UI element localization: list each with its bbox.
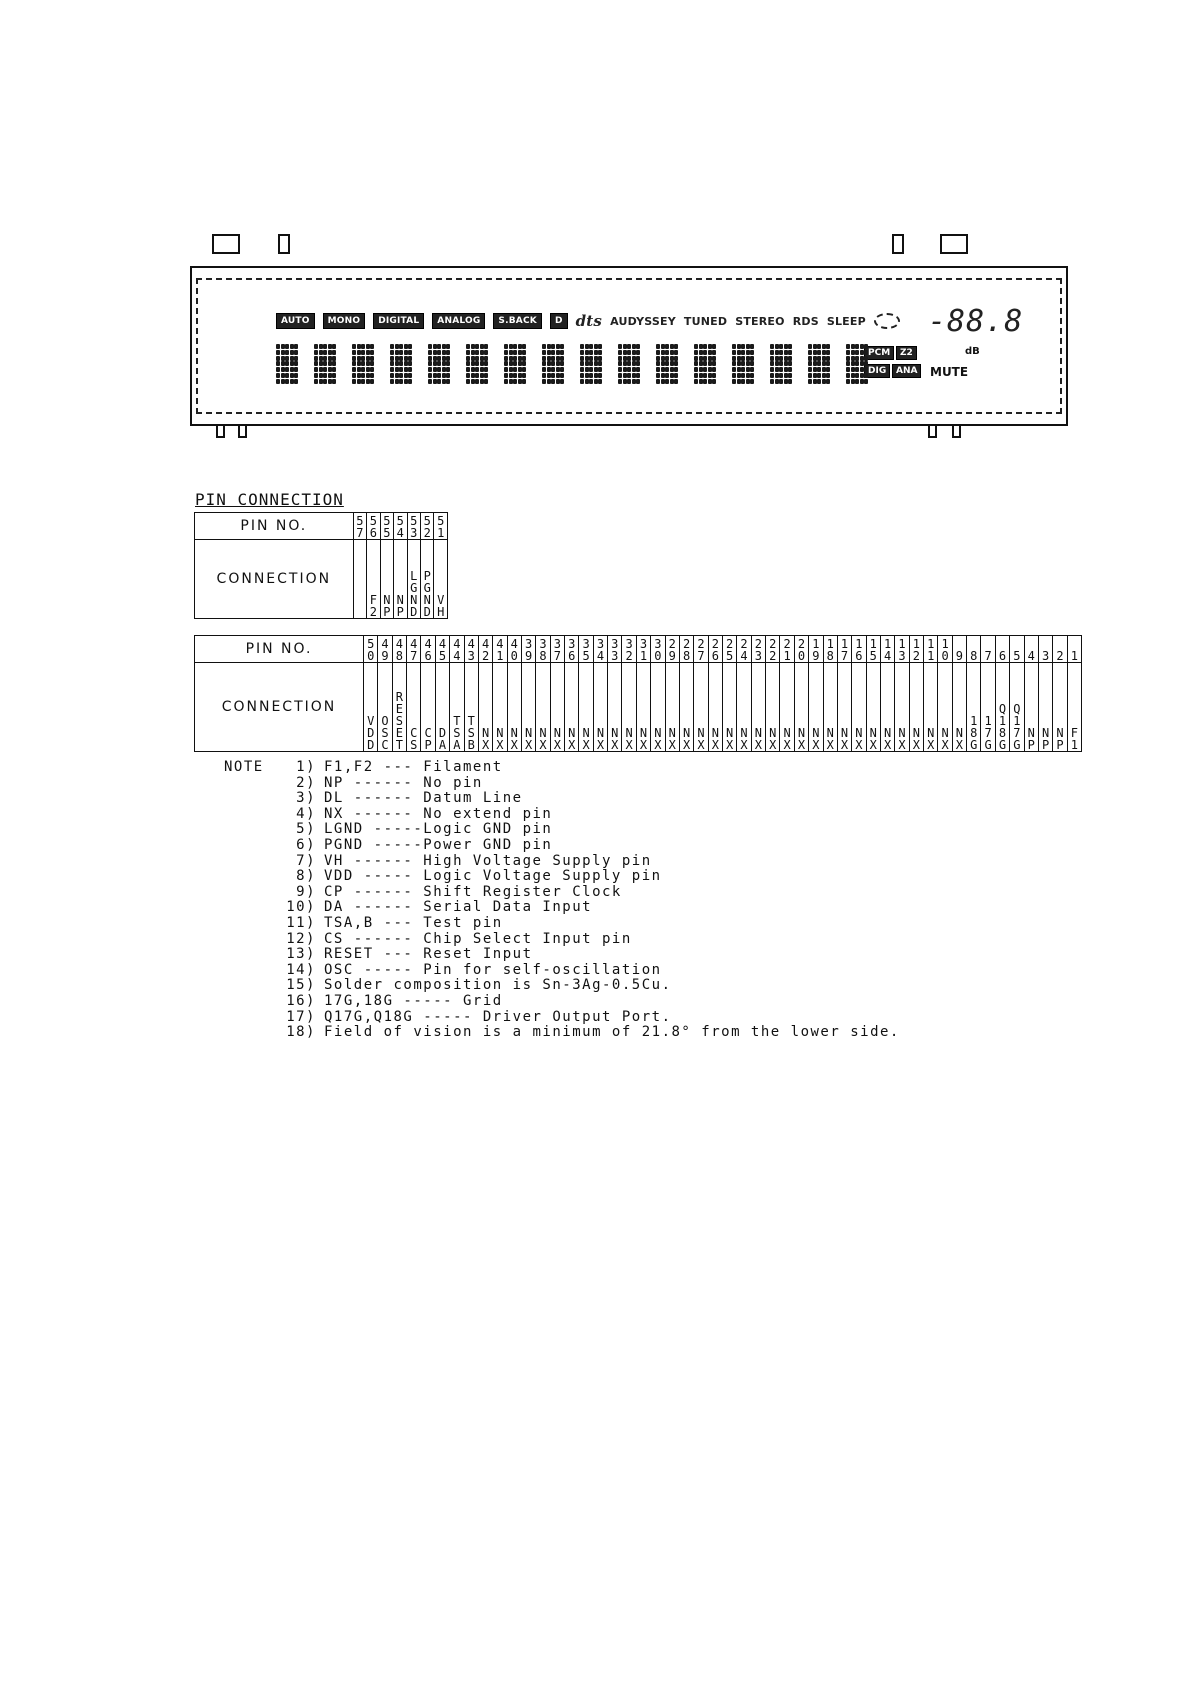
pin-connection: N X xyxy=(608,663,622,752)
note-text: VH ------ High Voltage Supply pin xyxy=(324,852,652,869)
volume-digits: -88.8 xyxy=(928,304,1024,339)
pin-connection: N P xyxy=(1024,663,1038,752)
note-item xyxy=(274,994,900,1010)
note-number: 16) xyxy=(286,992,316,1009)
note-item xyxy=(274,1010,900,1026)
note-number: 6) xyxy=(296,836,316,853)
vfd-outline-drawing xyxy=(190,248,1070,438)
dot-matrix-char xyxy=(808,344,830,384)
pin-number: 8 xyxy=(967,636,981,663)
pin-number: 3 9 xyxy=(521,636,535,663)
note-number: 4) xyxy=(296,805,316,822)
note-text: RESET --- Reset Input xyxy=(324,946,533,963)
pin-number: 4 4 xyxy=(450,636,464,663)
pin-connection: N X xyxy=(478,663,492,752)
pin-connection: N P xyxy=(380,540,393,619)
pin-connection: C P xyxy=(421,663,435,752)
pin-connection: N X xyxy=(722,663,736,752)
pin-number: 4 5 xyxy=(435,636,449,663)
pin-number: 1 4 xyxy=(880,636,894,663)
note-item xyxy=(274,978,900,994)
pin-number: 5 7 xyxy=(353,513,366,540)
pin-connection: N X xyxy=(708,663,722,752)
dot-matrix-char xyxy=(314,344,336,384)
pin-connection: F 2 xyxy=(367,540,380,619)
pin-number: 1 xyxy=(1067,636,1081,663)
pin-connection xyxy=(353,540,366,619)
pin-connection: P G N D xyxy=(420,540,433,619)
pin-number: 2 9 xyxy=(665,636,679,663)
pin-number: 3 xyxy=(1038,636,1052,663)
mute-indicator: MUTE xyxy=(930,365,969,379)
note-text: CS ------ Chip Select Input pin xyxy=(324,930,632,947)
pin-connection: N P xyxy=(1053,663,1067,752)
pin-number: 1 3 xyxy=(895,636,909,663)
indicator-dig: DIG xyxy=(864,364,890,378)
note-item xyxy=(274,807,900,823)
pin-connection: N X xyxy=(636,663,650,752)
pin-number: 3 3 xyxy=(608,636,622,663)
pin-connection: N X xyxy=(766,663,780,752)
note-number: 9) xyxy=(296,883,316,900)
dot-matrix-char xyxy=(770,344,792,384)
note-item xyxy=(274,760,900,776)
pin-number: 3 6 xyxy=(565,636,579,663)
pin-no-header: PIN NO. xyxy=(195,636,364,663)
pin-connection: O S C xyxy=(378,663,392,752)
note-item xyxy=(274,822,900,838)
pin-connection: N X xyxy=(550,663,564,752)
indicator-digital: DIGITAL xyxy=(373,313,424,329)
pin-leg xyxy=(952,424,961,438)
note-number: 12) xyxy=(286,930,316,947)
note-text: Solder composition is Sn-3Ag-0.5Cu. xyxy=(324,977,672,994)
ring-icon xyxy=(874,313,900,329)
note-number: 7) xyxy=(296,852,316,869)
dot-matrix-char xyxy=(428,344,450,384)
indicator-sback: S.BACK xyxy=(493,313,542,329)
note-number: 5) xyxy=(296,821,316,838)
dot-matrix-char xyxy=(656,344,678,384)
indicator-mono: MONO xyxy=(323,313,366,329)
note-number: 2) xyxy=(296,774,316,791)
pin-number: 1 2 xyxy=(909,636,923,663)
pin-number: 3 8 xyxy=(536,636,550,663)
pin-connection: N X xyxy=(679,663,693,752)
pin-number: 4 3 xyxy=(464,636,478,663)
pin-number: 2 5 xyxy=(722,636,736,663)
note-text: LGND -----Logic GND pin xyxy=(324,821,553,838)
pin-connection: V D D xyxy=(364,663,378,752)
note-text: VDD ----- Logic Voltage Supply pin xyxy=(324,868,662,885)
pin-number: 2 4 xyxy=(737,636,751,663)
pin-connection: N X xyxy=(823,663,837,752)
indicator-analog: ANALOG xyxy=(432,313,485,329)
pin-number: 2 3 xyxy=(751,636,765,663)
pin-number: 1 5 xyxy=(866,636,880,663)
note-number: 13) xyxy=(286,946,316,963)
pin-connection: D A xyxy=(435,663,449,752)
pin-number: 4 6 xyxy=(421,636,435,663)
indicator-sleep: SLEEP xyxy=(826,314,866,328)
note-number: 1) xyxy=(296,759,316,775)
pin-number: 1 8 xyxy=(823,636,837,663)
pin-connection: F 1 xyxy=(1067,663,1081,752)
note-item xyxy=(274,854,900,870)
pin-connection: N X xyxy=(565,663,579,752)
pin-number: 1 6 xyxy=(852,636,866,663)
pin-connection: 1 8 G xyxy=(967,663,981,752)
pin-leg xyxy=(216,424,225,438)
pin-number: 2 7 xyxy=(694,636,708,663)
pin-connection: N X xyxy=(737,663,751,752)
pin-connection: N P xyxy=(394,540,407,619)
pin-table-2 xyxy=(194,635,1082,752)
dot-matrix-char xyxy=(542,344,564,384)
pin-connection: Q 1 7 G xyxy=(1010,663,1024,752)
note-number: 3) xyxy=(296,790,316,807)
pin-number: 5 6 xyxy=(367,513,380,540)
note-item xyxy=(274,838,900,854)
pin-connection: N X xyxy=(809,663,823,752)
note-item xyxy=(274,916,900,932)
pin-number: 3 4 xyxy=(593,636,607,663)
pin-number: 4 0 xyxy=(507,636,521,663)
pin-connection: N X xyxy=(924,663,938,752)
note-text: NX ------ No extend pin xyxy=(324,805,553,822)
pin-connection: N P xyxy=(1038,663,1052,752)
pin-table-1 xyxy=(194,512,448,619)
indicator-pcm: PCM xyxy=(864,346,894,360)
mount-tab xyxy=(278,234,290,254)
pin-number: 5 0 xyxy=(364,636,378,663)
pin-connection: N X xyxy=(694,663,708,752)
dot-matrix-char xyxy=(580,344,602,384)
pin-connection: N X xyxy=(952,663,966,752)
pin-number: 6 xyxy=(995,636,1009,663)
pin-number: 2 2 xyxy=(766,636,780,663)
pin-connection: N X xyxy=(593,663,607,752)
note-number: 10) xyxy=(286,899,316,916)
pin-number: 2 0 xyxy=(794,636,808,663)
note-number: 8) xyxy=(296,868,316,885)
pin-connection: T S B xyxy=(464,663,478,752)
pin-number: 5 4 xyxy=(394,513,407,540)
pin-number: 3 2 xyxy=(622,636,636,663)
note-text: F1,F2 --- Filament xyxy=(324,759,503,775)
note-item xyxy=(274,900,900,916)
note-text: NP ------ No pin xyxy=(324,774,483,791)
pin-connection: N X xyxy=(938,663,952,752)
note-text: OSC ----- Pin for self-oscillation xyxy=(324,961,662,978)
pin-connection-title: PIN CONNECTION xyxy=(195,490,344,509)
pin-connection: L G N D xyxy=(407,540,420,619)
pin-number: 4 9 xyxy=(378,636,392,663)
indicator-z2: Z2 xyxy=(896,346,917,360)
pin-leg xyxy=(928,424,937,438)
pin-number: 2 8 xyxy=(679,636,693,663)
pin-number: 5 2 xyxy=(420,513,433,540)
pin-connection: N X xyxy=(507,663,521,752)
pin-connection: N X xyxy=(622,663,636,752)
pin-number: 5 3 xyxy=(407,513,420,540)
pin-connection: N X xyxy=(579,663,593,752)
note-number: 17) xyxy=(286,1008,316,1025)
mount-tab xyxy=(212,234,240,254)
dot-matrix-char xyxy=(618,344,640,384)
mount-tab xyxy=(940,234,968,254)
pin-number: 5 xyxy=(1010,636,1024,663)
pin-number: 5 1 xyxy=(434,513,448,540)
dot-matrix-char xyxy=(846,344,868,384)
pin-connection: N X xyxy=(536,663,550,752)
note-item xyxy=(274,1025,900,1041)
pin-number: 2 1 xyxy=(780,636,794,663)
dot-matrix-char xyxy=(466,344,488,384)
note-text: CP ------ Shift Register Clock xyxy=(324,883,622,900)
note-label: NOTE xyxy=(224,759,264,775)
note-number: 14) xyxy=(286,961,316,978)
pin-connection: 1 7 G xyxy=(981,663,995,752)
pin-number: 3 5 xyxy=(579,636,593,663)
pin-connection: N X xyxy=(880,663,894,752)
pin-connection: V H xyxy=(434,540,448,619)
indicator-tuned: TUNED xyxy=(683,314,728,328)
pin-connection: C S xyxy=(407,663,421,752)
note-text: DL ------ Datum Line xyxy=(324,790,523,807)
pin-number: 1 7 xyxy=(837,636,851,663)
indicator-row xyxy=(276,312,900,330)
note-text: 17G,18G ----- Grid xyxy=(324,992,503,1009)
pin-number: 4 7 xyxy=(407,636,421,663)
note-item xyxy=(274,885,900,901)
connection-header: CONNECTION xyxy=(195,663,364,752)
pin-connection: R E S E T xyxy=(392,663,406,752)
pin-number: 4 2 xyxy=(478,636,492,663)
pin-connection: N X xyxy=(651,663,665,752)
indicator-ana: ANA xyxy=(892,364,921,378)
pin-connection: N X xyxy=(794,663,808,752)
pin-number: 3 1 xyxy=(636,636,650,663)
note-text: Field of vision is a minimum of 21.8° from the lower side. xyxy=(324,1024,900,1041)
pin-connection: N X xyxy=(493,663,507,752)
pin-connection: T S A xyxy=(450,663,464,752)
pin-number: 9 xyxy=(952,636,966,663)
pin-connection: N X xyxy=(665,663,679,752)
pin-number: 4 1 xyxy=(493,636,507,663)
pin-number: 4 xyxy=(1024,636,1038,663)
note-item xyxy=(274,932,900,948)
pin-connection: N X xyxy=(837,663,851,752)
pin-number: 2 xyxy=(1053,636,1067,663)
pin-number: 3 0 xyxy=(651,636,665,663)
indicator-rds: RDS xyxy=(792,314,819,328)
note-number: 18) xyxy=(286,1024,316,1041)
dot-matrix-char xyxy=(390,344,412,384)
pin-connection: N X xyxy=(780,663,794,752)
note-text: DA ------ Serial Data Input xyxy=(324,899,593,916)
note-number: 11) xyxy=(286,914,316,931)
db-unit: dB xyxy=(965,346,980,357)
mount-tab xyxy=(892,234,904,254)
pin-number: 4 8 xyxy=(392,636,406,663)
pin-number: 3 7 xyxy=(550,636,564,663)
note-number: 15) xyxy=(286,977,316,994)
note-text: Q17G,Q18G ----- Driver Output Port. xyxy=(324,1008,672,1025)
note-item xyxy=(274,776,900,792)
dot-matrix-char xyxy=(352,344,374,384)
pin-connection: N X xyxy=(852,663,866,752)
note-item xyxy=(274,963,900,979)
dot-matrix-char xyxy=(504,344,526,384)
pin-number: 5 5 xyxy=(380,513,393,540)
indicator-dts: dts xyxy=(575,312,603,330)
note-item xyxy=(274,791,900,807)
pin-number: 1 0 xyxy=(938,636,952,663)
dot-matrix-char xyxy=(732,344,754,384)
indicator-auto: AUTO xyxy=(276,313,315,329)
pin-connection: N X xyxy=(521,663,535,752)
pin-leg xyxy=(238,424,247,438)
note-text: TSA,B --- Test pin xyxy=(324,914,503,931)
note-item xyxy=(274,869,900,885)
note-item xyxy=(274,947,900,963)
note-list xyxy=(274,760,900,1041)
note-text: PGND -----Power GND pin xyxy=(324,836,553,853)
indicator-audyssey: AUDYSSEY xyxy=(610,314,676,328)
indicator-dolby: D xyxy=(550,313,568,329)
pin-number: 1 9 xyxy=(809,636,823,663)
pin-connection: N X xyxy=(866,663,880,752)
dot-matrix-char xyxy=(694,344,716,384)
dot-matrix-char xyxy=(276,344,298,384)
pin-number: 2 6 xyxy=(708,636,722,663)
pin-no-header: PIN NO. xyxy=(195,513,354,540)
pin-connection: N X xyxy=(895,663,909,752)
pin-number: 1 1 xyxy=(924,636,938,663)
dot-matrix-row xyxy=(276,344,868,384)
indicator-stereo: STEREO xyxy=(735,314,785,328)
pin-number: 7 xyxy=(981,636,995,663)
pin-connection: N X xyxy=(751,663,765,752)
pin-connection: Q 1 8 G xyxy=(995,663,1009,752)
connection-header: CONNECTION xyxy=(195,540,354,619)
pin-connection: N X xyxy=(909,663,923,752)
